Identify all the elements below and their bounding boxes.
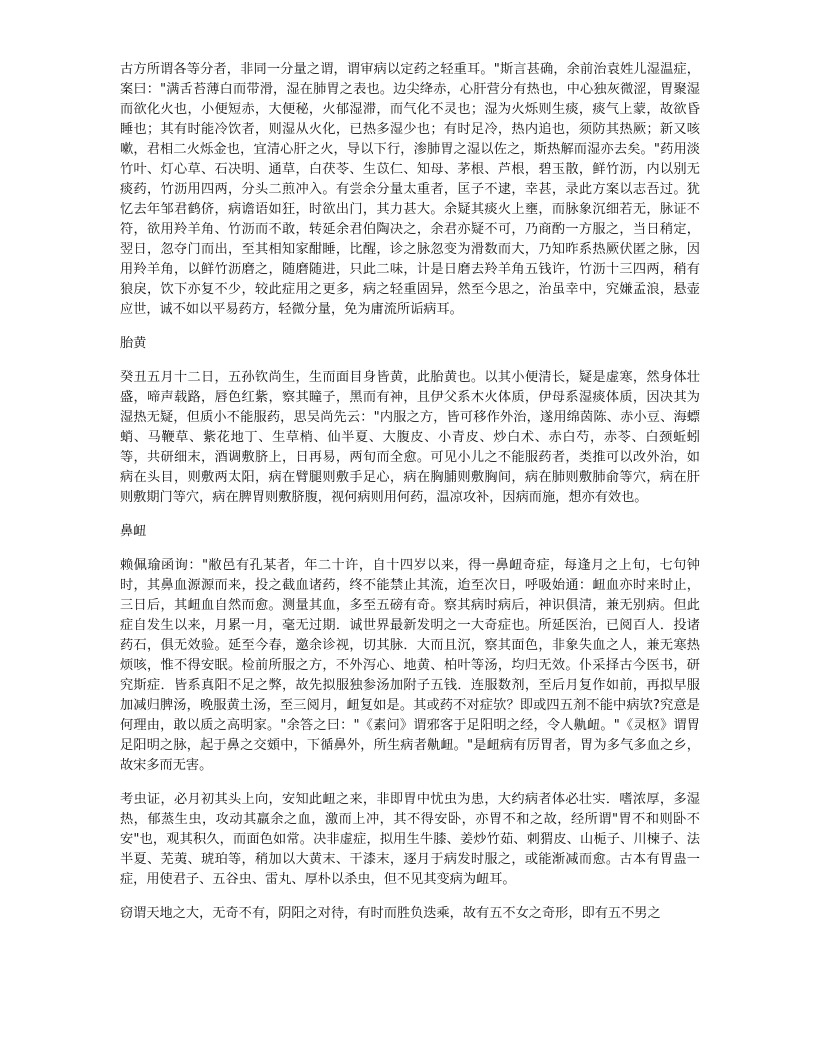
document-page — [120, 60, 700, 938]
section-heading-taihuang: 胎黄 — [120, 336, 147, 351]
paragraph-2: 癸丑五月十二日，五孙钦尚生，生而面目身皆黄，此胎黄也。以其小便清长，疑是虚寒，然身体壮盛，啼声载路，唇色红紫，察其瞳子，黑而有神，且伊父系木火体质，伊母系湿痰体质，因决其为湿热无疑，但质小不能服药，思吴尚先云："内服之方，皆可移作外治，遂用绵茵陈、赤小豆、海螵蛸、马鞭草、紫花地丁、生草梢、仙半夏、大腹皮、小青皮、炒白术、赤白芍，赤苓、白颈蚯蚓等，共研细末，酒调敷脐上，日再易，两旬而全愈。可见小儿之不能服药者，类推可以改外治，如病在头目，则敷两太阳，病在臂腿则敷手足心，病在胸脯则敷胸间，病在肺则敷肺俞等穴，病在肝则敷期门等穴，病在脾胃则敷脐腹，视何病则用何药，温凉攻补，因病而施，想亦有效也。 — [120, 370, 700, 505]
paragraph-3: 赖佩瑜函询："敝邑有孔某者，年二十许，自十四岁以来，得一鼻衄奇症，每逢月之上旬，七句钟时，其鼻血源源而来，投之截血诸药，终不能禁止其流，迨至次日，呼吸始通：衄血亦时来时止，三日后，其衄血自然而愈。测量其血，多至五磅有奇。察其病时病后，神识俱清，兼无别病。但此症自发生以来，月累一月，毫无过期．诚世界最新发明之一大奇症也。所延医治，已阅百人．投诸药石，俱无效验。延至今春，邀余诊视，切其脉．大而且沉，察其面色，非象失血之人，兼无寒热烦咳，惟不得安眠。检前所服之方，不外泻心、地黄、柏叶等汤，均归无效。仆采择古今医书，研究斯症．皆系真阳不足之弊，故先拟服独参汤加附子五钱．连服数剂，至后月复作如前，再拟早服加减归脾汤，晚服黄土汤，至三阅月，衄复如是。其或药不对症欤？即或四五剂不能中病欤?究意是何理由，敢以质之高明家。"余答之曰："《素问》谓邪客于足阳明之经，令人鼽衄。"《灵枢》谓胃足阳明之脉，起于鼻之交頞中，下循鼻外，所生病者鼽衄。"是衄病有厉胃者，胃为多气多血之乡，故宋多而无害。 — [120, 558, 700, 773]
paragraph-1: 古方所谓各等分者，非同一分量之谓，谓审病以定药之轻重耳。"斯言甚确，余前治袁姓儿湿温症，案曰："满舌苔薄白而带滑，湿在肺胃之表也。边尖绛赤，心肝营分有热也，中心独灰微涩，胃聚湿而欲化火也，小便短赤，大便秘，火郁湿滞，而气化不灵也；湿为火烁则生痰，痰气上蒙，故欲昏睡也；其有时能冷饮者，则湿从火化，已热多湿少也；有时足冷，热内追也，须防其热厥；新又咳嗽，君相二火烁金也，宜清心肝之火，导以下行，渗肺胃之湿以佐之，斯热解而湿亦去矣。"药用淡竹叶、灯心草、石决明、通草，白茯苓、生苡仁、知母、茅根、芦根，碧玉散，鲜竹沥，内以别无痰药，竹沥用四两，分头二煎冲入。有尝余分量太重者，匡子不逮，幸甚，录此方案以志吾过。犹忆去年邹君鹤侪，病谵语如狂，时欲出门，其力甚大。余疑其痰火上壅，而脉象沉细若无，脉证不符，欲用羚羊角、竹沥而不敢，转延余君伯陶决之，余君亦疑不可，乃商酌一方服之，当日稍定，翌日，忽夺门而出，至其相知家酣睡，比醒，诊之脉忽变为滑数而大，乃知昨系热厥伏匿之脉，因用羚羊角，以鲜竹沥磨之，随磨随进，只此二味，计是日磨去羚羊角五钱许，竹沥十三四两，稍有狼戾，饮下亦复不少，较此症用之更多，病之轻重固异，然至今思之，治虽幸中，究嫌孟浪，悬壶应世，诚不如以平易药方，轻微分量，免为庸流所诟病耳。 — [120, 62, 700, 317]
paragraph-5: 窃谓天地之大，无奇不有，阴阳之对待，有时而胜负迭乘，故有五不女之奇形，即有五不男之 — [120, 906, 661, 921]
paragraph-4: 考虫证，必月初其头上向，安知此衄之来，非即胃中忧虫为患，大约病者体必壮实．嗜浓厚，多湿热，郁蒸生虫，攻动其羸余之血，激而上冲，其不得安卧，亦胃不和之故，经所谓"胃不和则卧不安"也，观其积久，而面色如常。决非虚症，拟用生牛膝、姜炒竹茹、刺猬皮、山栀子、川楝子、法半夏、芜荑、琥珀等，稍加以大黄末、干漆末，逐月于病发时服之，或能渐减而愈。古本有胃蛊一症，用使君子、五谷虫、雷丸、厚朴以杀虫，但不见其变病为衄耳。 — [120, 792, 700, 887]
section-heading-binu: 鼻衄 — [120, 524, 147, 539]
